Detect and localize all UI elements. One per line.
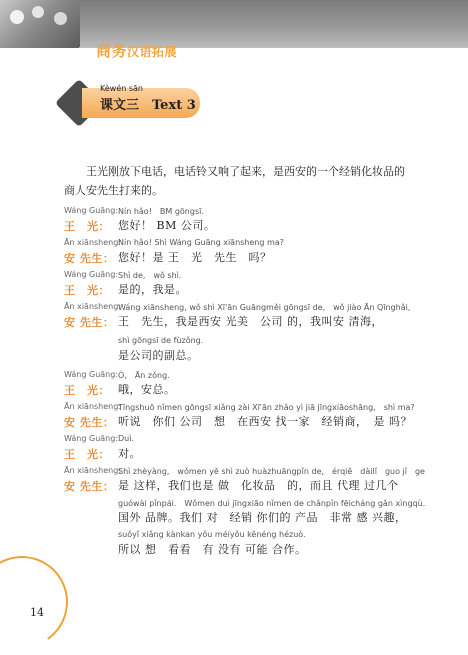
lesson-title: 课文三 Text 3 (100, 98, 196, 113)
line-pinyin: Tīngshuō nǐmen gōngsī xiǎng zài Xī'ān zhǎo yì jiā jīngxiāoshāng, shì ma? (118, 403, 415, 412)
photo-figure (54, 12, 67, 25)
photo-figure (10, 10, 24, 24)
line-chinese: 王 先生，我是西安 光美 公司 的，我叫安 清海， (118, 315, 383, 328)
photo-figure (32, 6, 44, 18)
header-photo (0, 0, 80, 48)
book-title-part1: 商务 (96, 42, 128, 60)
line-chinese: 您好！是 王 光 先生 吗？ (118, 251, 272, 264)
speaker-pinyin: Wáng Guāng: (64, 270, 119, 279)
speaker-pinyin: Ān xiānsheng: (64, 402, 122, 411)
line-pinyin: Duì. (118, 434, 134, 443)
speaker-name: 安 先生： (64, 416, 115, 429)
intro-paragraph: 王光刚放下电话，电话铃又响了起来，是西安的一个经销化妆品的商人安先生打来的。 (64, 165, 405, 197)
speaker-name: 安 先生： (64, 480, 115, 493)
speaker-name: 王 光： (64, 284, 110, 297)
speaker-pinyin: Ān xiānsheng: (64, 302, 122, 311)
line-pinyin: Shì de, wǒ shì. (118, 271, 182, 280)
speaker-name: 王 光： (64, 220, 110, 233)
line-chinese: 所以 想 看看 有 没有 可能 合作。 (118, 543, 307, 556)
line-pinyin: Wáng xiānsheng, wǒ shì Xī'ān Guāngměi gōngsī de, wǒ jiào Ān Qīnghǎi, (118, 303, 411, 312)
speaker-name: 王 光： (64, 384, 110, 397)
speaker-name: 王 光： (64, 448, 110, 461)
speaker-pinyin: Wáng Guāng: (64, 370, 119, 379)
line-chinese: 是 这样，我们也是 做 化妆品 的，而且 代理 过几个 (118, 479, 399, 492)
line-pinyin: shì gōngsī de fùzǒng. (118, 336, 204, 345)
line-chinese: 对。 (118, 447, 141, 460)
speaker-name: 安 先生： (64, 252, 115, 265)
line-pinyin: Nín hǎo! Shì Wáng Guāng xiānsheng ma? (118, 238, 284, 247)
page-number-arc (0, 549, 75, 655)
line-chinese: 是公司的副总。 (118, 349, 199, 362)
speaker-pinyin: Ān xiānsheng: (64, 238, 122, 247)
line-chinese: 您好！ BM 公司。 (118, 219, 216, 232)
speaker-pinyin: Wáng Guāng: (64, 434, 119, 443)
book-title-part2: 汉语拓展 (127, 45, 178, 59)
speaker-pinyin: Ān xiānsheng: (64, 466, 122, 475)
lesson-pinyin: Kèwén sān (100, 84, 143, 93)
line-pinyin: Ò, Ān zǒng. (118, 371, 170, 380)
speaker-pinyin: Wáng Guāng: (64, 206, 119, 215)
line-chinese: 国外 品牌。我们 对 经销 你们的 产品 非常 感 兴趣， (118, 511, 407, 524)
line-chinese: 是的，我是。 (118, 283, 187, 296)
line-chinese: 哦，安总。 (118, 383, 176, 396)
line-pinyin: suǒyǐ xiǎng kànkan yǒu méiyǒu kěnéng hézuò. (118, 530, 306, 539)
line-pinyin: guówài pǐnpái. Wǒmen duì jīngxiāo nǐmen de chǎnpǐn fēicháng gǎn xìngqù. (118, 499, 426, 508)
line-chinese: 听说 你们 公司 想 在西安 找一家 经销商， 是 吗？ (118, 415, 412, 428)
book-title (96, 40, 177, 61)
speaker-name: 安 先生： (64, 316, 115, 329)
line-pinyin: Nín hǎo! BM gōngsī. (118, 207, 204, 216)
page-number: 14 (30, 606, 44, 619)
line-pinyin: Shì zhèyàng, wǒmen yě shì zuò huàzhuāngpǐn de, érqiě dàilǐ guo jǐ ge (118, 467, 425, 476)
